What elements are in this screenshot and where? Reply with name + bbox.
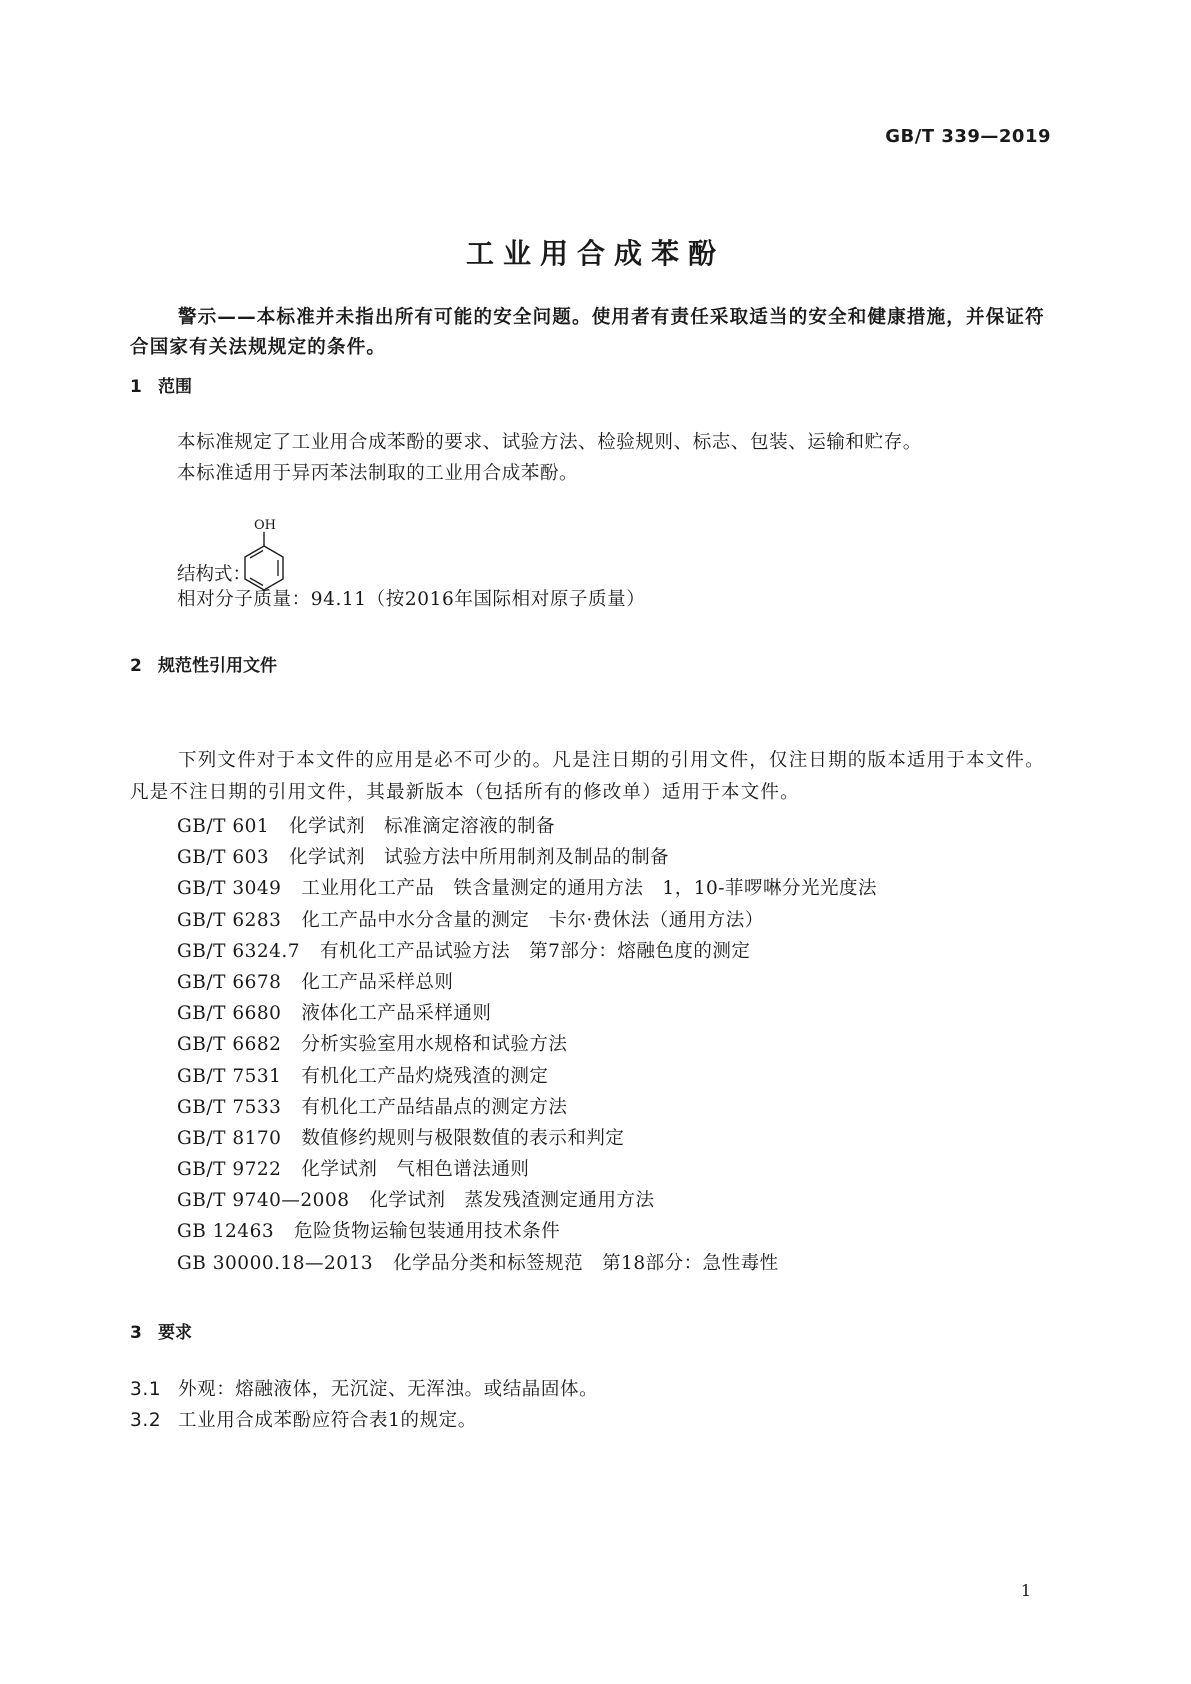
references-intro: 下列文件对于本文件的应用是必不可少的。凡是注日期的引用文件，仅注日期的版本适用于本文件。凡是不注日期的引用文件，其最新版本（包括所有的修改单）适用于本文件。 — [130, 750, 1045, 803]
reference-item — [177, 1029, 877, 1060]
section-heading-scope — [130, 372, 192, 397]
section-heading-normative-references — [130, 651, 277, 676]
warning-paragraph: 警示——本标准并未指出所有可能的安全问题。使用者有责任采取适当的安全和健康措施，并保证符合国家有关法规规定的条件。 — [130, 307, 1045, 358]
reference-item — [177, 998, 877, 1029]
reference-code: GB 30000.18—2013 — [177, 1252, 374, 1274]
reference-item — [177, 1061, 877, 1092]
reference-item — [177, 811, 877, 842]
reference-code: GB/T 6283 — [177, 909, 282, 931]
molar-mass-line: 相对分子质量：94.11（按2016年国际相对原子质量） — [177, 589, 646, 610]
reference-code: GB/T 603 — [177, 847, 270, 869]
reference-code: GB 12463 — [177, 1221, 275, 1243]
reference-title: 化学试剂 试验方法中所用制剂及制品的制备 — [289, 847, 670, 869]
reference-item — [177, 1248, 877, 1279]
reference-code: GB/T 8170 — [177, 1127, 282, 1149]
clause-text: 工业用合成苯酚应符合表1的规定。 — [178, 1410, 477, 1431]
reference-title: 有机化工产品试验方法 第7部分：熔融色度的测定 — [320, 940, 751, 962]
reference-title: 化学试剂 蒸发残渣测定通用方法 — [369, 1190, 655, 1212]
reference-code: GB/T 7531 — [177, 1065, 282, 1087]
clause-number: 3.1 — [130, 1379, 162, 1400]
clause-number: 3.2 — [130, 1410, 162, 1431]
reference-code: GB/T 6678 — [177, 971, 282, 993]
reference-item — [177, 1185, 877, 1216]
reference-code: GB/T 7533 — [177, 1096, 282, 1118]
clause-text: 外观：熔融液体，无沉淀、无浑浊。或结晶固体。 — [178, 1379, 599, 1400]
reference-code: GB/T 6324.7 — [177, 940, 301, 962]
oh-group-label: OH — [254, 518, 276, 533]
standard-number: GB/T 339—2019 — [885, 126, 1051, 147]
reference-title: 液体化工产品采样通则 — [301, 1003, 492, 1025]
reference-title: 化工产品中水分含量的测定 卡尔·费休法（通用方法） — [301, 909, 764, 931]
reference-item — [177, 873, 877, 904]
reference-title: 有机化工产品灼烧残渣的测定 — [301, 1065, 549, 1087]
reference-title: 化学品分类和标签规范 第18部分：急性毒性 — [393, 1252, 779, 1274]
reference-code: GB/T 9740—2008 — [177, 1190, 350, 1212]
reference-title: 危险货物运输包装通用技术条件 — [294, 1221, 561, 1243]
section-number: 2 — [130, 656, 142, 676]
page-number: 1 — [1020, 1581, 1031, 1600]
reference-title: 工业用化工产品 铁含量测定的通用方法 1，10-菲啰啉分光光度法 — [301, 878, 877, 900]
document-title: 工业用合成苯酚 — [465, 237, 725, 270]
reference-title: 数值修约规则与极限数值的表示和判定 — [301, 1127, 625, 1149]
reference-code: GB/T 6680 — [177, 1003, 282, 1025]
scope-paragraph-2: 本标准适用于异丙苯法制取的工业用合成苯酚。 — [177, 463, 579, 484]
section-heading-requirements — [130, 1318, 192, 1343]
section-title: 规范性引用文件 — [158, 656, 277, 676]
reference-list — [177, 811, 877, 1279]
reference-item — [177, 842, 877, 873]
reference-title: 分析实验室用水规格和试验方法 — [301, 1034, 568, 1056]
reference-title: 化学试剂 标准滴定溶液的制备 — [289, 816, 556, 837]
double-bond — [250, 551, 263, 559]
requirement-item — [130, 1406, 477, 1432]
reference-item — [177, 967, 877, 998]
section-title: 要求 — [158, 1323, 192, 1343]
reference-item — [177, 905, 877, 936]
reference-item — [177, 1216, 877, 1247]
reference-item — [177, 1154, 877, 1185]
reference-code: GB/T 3049 — [177, 878, 282, 900]
reference-title: 化工产品采样总则 — [301, 971, 454, 993]
benzene-ring — [245, 546, 283, 590]
requirement-item — [130, 1375, 598, 1401]
reference-item — [177, 1092, 877, 1123]
reference-title: 有机化工产品结晶点的测定方法 — [301, 1096, 568, 1118]
scope-paragraph-1: 本标准规定了工业用合成苯酚的要求、试验方法、检验规则、标志、包装、运输和贮存。 — [177, 432, 922, 453]
section-title: 范围 — [158, 377, 192, 397]
section-number: 3 — [130, 1323, 142, 1343]
reference-code: GB/T 601 — [177, 816, 270, 837]
section-number: 1 — [130, 377, 142, 397]
reference-item — [177, 936, 877, 967]
reference-code: GB/T 6682 — [177, 1034, 282, 1056]
reference-title: 化学试剂 气相色谱法通则 — [301, 1159, 530, 1181]
reference-code: GB/T 9722 — [177, 1159, 282, 1181]
structure-label: 结构式： — [177, 564, 252, 585]
reference-item — [177, 1123, 877, 1154]
